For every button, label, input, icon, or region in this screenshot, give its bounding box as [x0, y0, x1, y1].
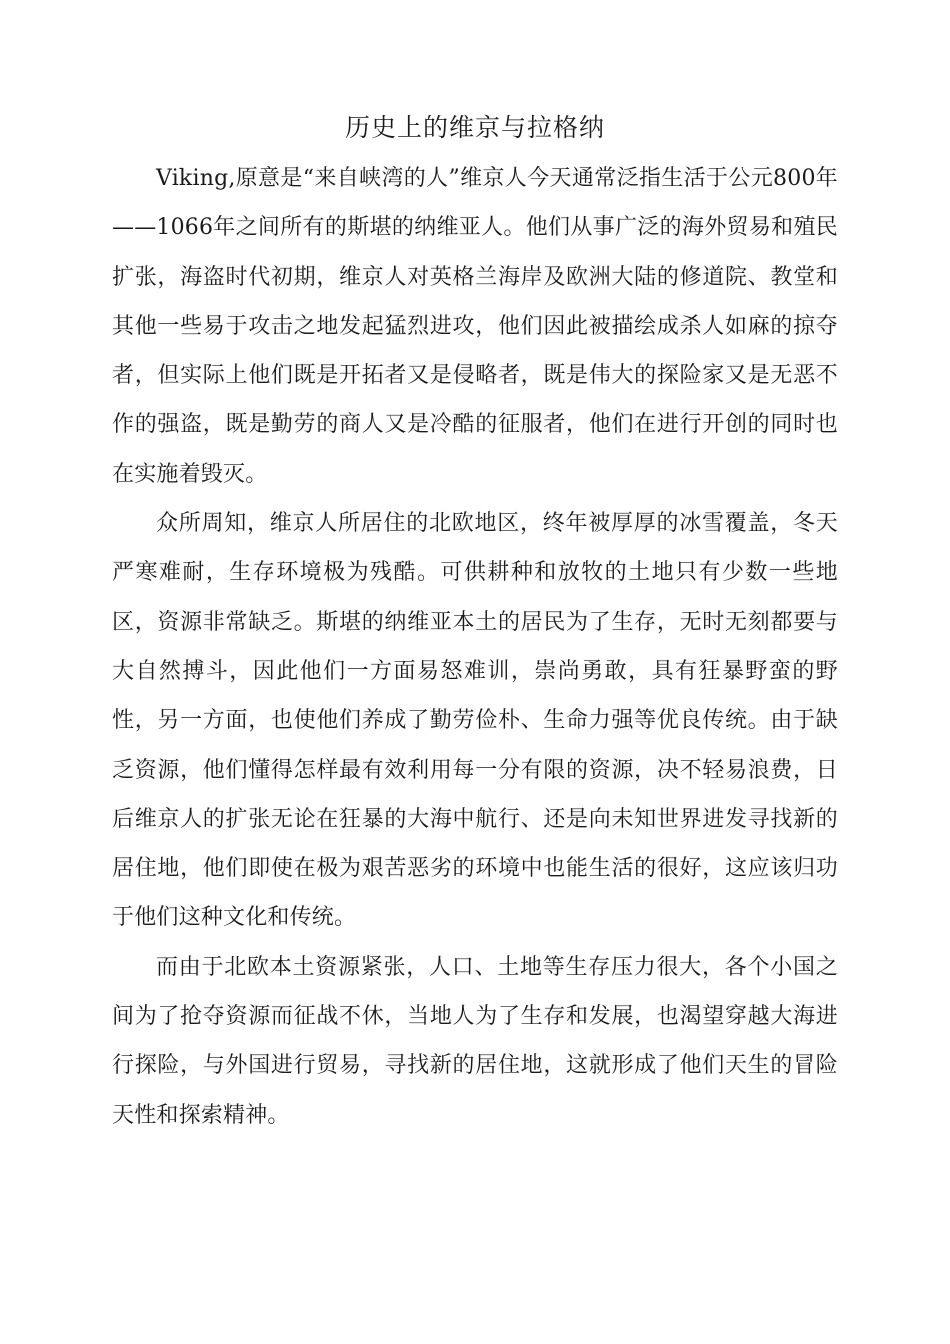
document-title: 历史上的维京与拉格纳 [344, 113, 605, 142]
paragraph-1: Viking,原意是“来自峡湾的人”维京人今天通常泛指生活于公元800年——1066年之间所有的斯堪的纳维亚人。他们从事广泛的海外贸易和殖民扩张，海盗时代初期，维京人对英格兰海岸及欧洲大陆的修道院、教堂和其他一些易于攻击之地发起猛烈进攻，他们因此被描绘成杀人如麻的掠夺者，但实际上他们既是开拓者又是侵略者，既是伟大的探险家又是无恶不作的强盗，既是勤劳的商人又是冷酷的征服者，他们在进行开创的同时也在实施着毁灭。 [112, 166, 838, 487]
document-body [112, 154, 838, 1140]
paragraph-3: 而由于北欧本土资源紧张，人口、土地等生存压力很大，各个小国之间为了抢夺资源而征战不休，当地人为了生存和发展，也渴望穿越大海进行探险，与外国进行贸易，寻找新的居住地，这就形成了他们天生的冒险天性和探索精神。 [112, 954, 838, 1128]
paragraph-2: 众所周知，维京人所居住的北欧地区，终年被厚厚的冰雪覆盖，冬天严寒难耐，生存环境极为残酷。可供耕种和放牧的土地只有少数一些地区，资源非常缺乏。斯堪的纳维亚本土的居民为了生存，无时无刻都要与大自然搏斗，因此他们一方面易怒难训，崇尚勇敢，具有狂暴野蛮的野性，另一方面，也使他们养成了勤劳俭朴、生命力强等优良传统。由于缺乏资源，他们懂得怎样最有效利用每一分有限的资源，决不轻易浪费，日后维京人的扩张无论在狂暴的大海中航行、还是向未知世界进发寻找新的居住地，他们即使在极为艰苦恶劣的环境中也能生活的很好，这应该归功于他们这种文化和传统。 [112, 511, 838, 931]
